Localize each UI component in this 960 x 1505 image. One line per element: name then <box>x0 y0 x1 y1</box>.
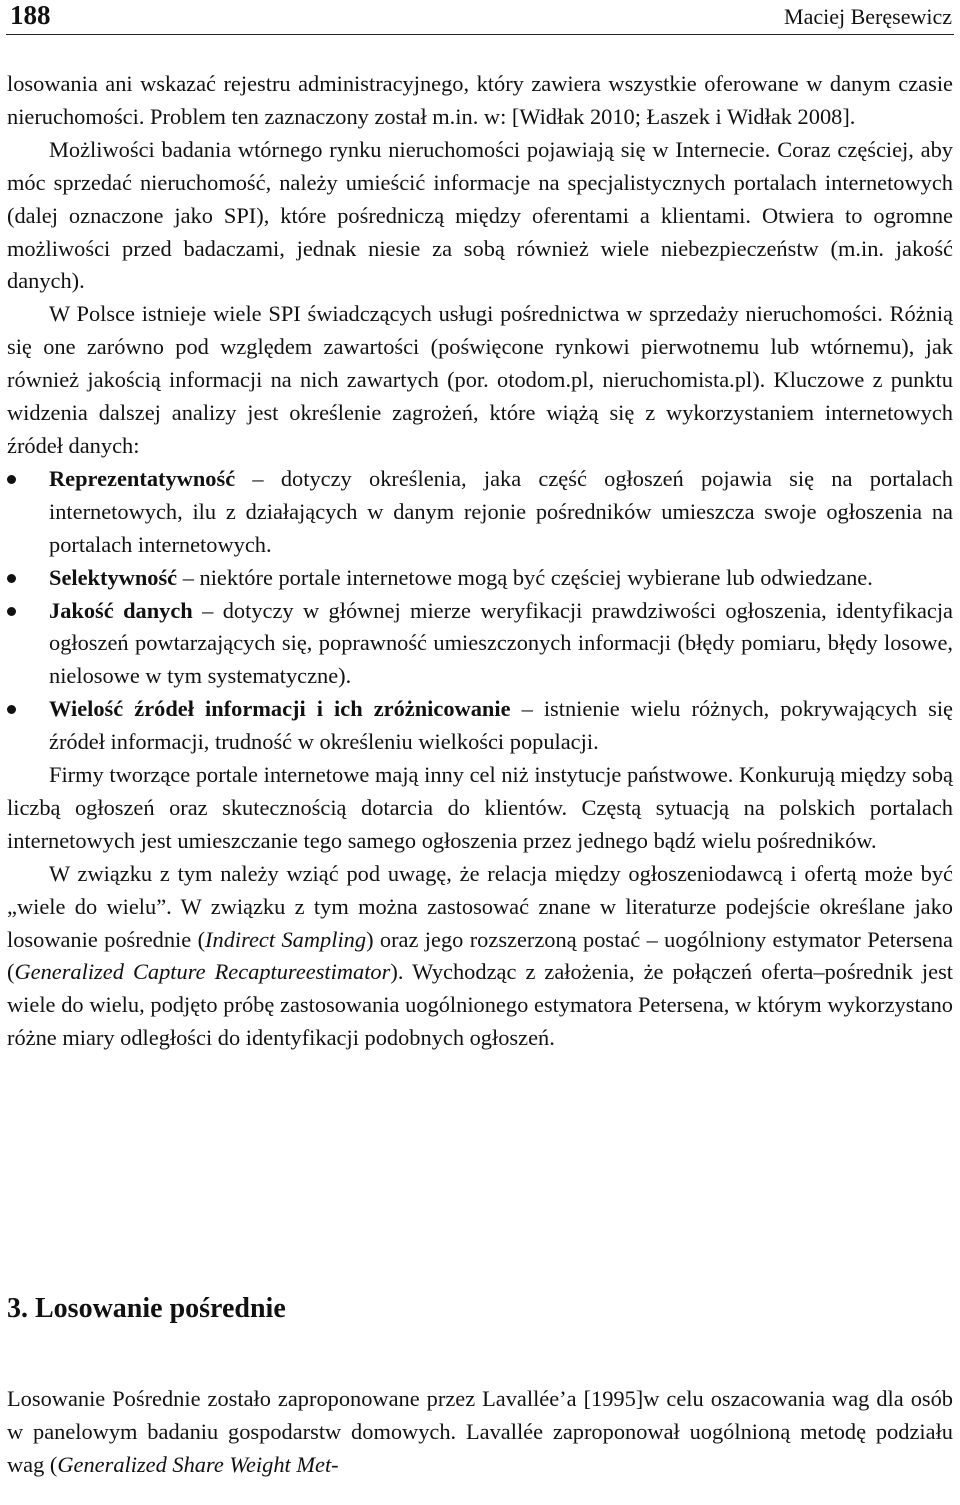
list-item-term: Selektywność <box>49 564 178 590</box>
section-heading: 3. Losowanie pośrednie <box>7 1293 286 1324</box>
list-item-term: Wielość źródeł informacji i ich zróżnicowanie <box>49 696 511 722</box>
list-item <box>7 693 953 759</box>
term-generalized-share-weight: Generalized Share Weight Met- <box>57 1452 339 1478</box>
list-item-text: – dotyczy określenia, jaka część ogłoszeń pojawia się na portalach internetowych, ilu z działających w danym rejonie pośredników umieszcza swoje ogłoszenia na portalach internetowych. <box>49 465 953 557</box>
bullet-icon <box>7 705 16 714</box>
bullet-icon <box>7 607 16 616</box>
page-header <box>6 0 954 35</box>
list-item <box>7 595 953 694</box>
bullet-icon <box>7 475 16 484</box>
body-text <box>7 68 953 1055</box>
list-item-term: Jakość danych <box>49 597 193 623</box>
paragraph-1: losowania ani wskazać rejestru administracyjnego, który zawiera wszystkie oferowane w danym czasie nieruchomości. Problem ten zaznaczony został m.in. w: [Widłak 2010; Łaszek i Widłak 2008]. <box>7 71 953 129</box>
section-body <box>7 1361 953 1505</box>
paragraph-6 <box>7 1383 953 1482</box>
paragraph-2: Możliwości badania wtórnego rynku nieruchomości pojawiają się w Internecie. Coraz częściej, aby móc sprzedać nieruchomość, należy umieścić informacje na specjalistycznych portalach internetowych (dalej oznaczone jako SPI), które pośredniczą między oferentami a klientami. Otwiera to ogromne możliwości przed badaczami, jednak niesie za sobą również wiele niebezpieczeństw (m.in. jakość danych). <box>7 136 953 294</box>
list-item-text: – istnienie wielu różnych, pokrywających się źródeł informacji, trudność w określeniu wielkości populacji. <box>49 696 953 755</box>
term-indirect-sampling: Indirect Sampling <box>205 926 367 952</box>
paragraph-6-text-a: Losowanie Pośrednie zostało zaproponowane przez Lavallée’a [1995]w celu oszacowania wag dla osób w panelowym badaniu gospodarstw domowych. Lavallée zaproponował uogólnioną metodę podziału wag ( <box>7 1386 953 1478</box>
list-item <box>7 562 953 595</box>
threats-list <box>7 463 953 759</box>
paragraph-4: Firmy tworzące portale internetowe mają inny cel niż instytucje państwowe. Konkurują między sobą liczbą ogłoszeń oraz skutecznością dotarcia do klientów. Częstą sytuacją na polskich portalach internetowych jest umieszczanie tego samego ogłoszenia przez jednego bądź wielu pośredników. <box>7 762 953 853</box>
term-generalized-capture-recapture: Generalized Capture Recaptureestimator <box>14 959 391 985</box>
paragraph-5-text-c: ). Wychodząc z założenia, że połączeń oferta–pośrednik jest wiele do wielu, podjęto próbę zastosowania uogólnionego estymatora Petersena, w którym wykorzystano różne miary odległości do identyfikacji podobnych ogłoszeń. <box>7 959 954 1051</box>
list-item-text: – niektóre portale internetowe mogą być częściej wybierane lub odwiedzane. <box>177 564 873 590</box>
paragraph-5 <box>7 858 953 1055</box>
list-item <box>7 463 953 562</box>
paragraph-5-text-b: ) oraz jego rozszerzoną postać – uogólniony estymator Petersena ( <box>7 926 953 985</box>
bullet-icon <box>7 574 16 583</box>
running-head-author: Maciej Beręsewicz <box>784 4 952 29</box>
paragraph-3: W Polsce istnieje wiele SPI świadczących usługi pośrednictwa w sprzedaży nieruchomości. Różnią się one zarówno pod względem zawartości (poświęcone rynkowi pierwotnemu lub wtórnemu), jak również jakością informacji na nich zawartych (por. otodom.pl, nieruchomista.pl). Kluczowe z punktu widzenia dalszej analizy jest określenie zagrożeń, które wiążą się z wykorzystaniem internetowych źródeł danych: <box>7 301 953 458</box>
page-number: 188 <box>10 0 51 30</box>
list-item-term: Reprezentatywność <box>49 465 236 491</box>
list-item-text: – dotyczy w głównej mierze weryfikacji prawdziwości ogłoszenia, identyfikacja ogłoszeń powtarzających się, poprawność umieszczonych informacji (błędy pomiaru, błędy losowe, nielosowe w tym systematyczne). <box>49 597 953 689</box>
paragraph-5-text-a: W związku z tym należy wziąć pod uwagę, że relacja między ogłoszeniodawcą i ofertą może być „wiele do wielu”. W związku z tym można zastosować znane w literaturze podejście określane jako losowanie pośrednie ( <box>7 860 953 952</box>
